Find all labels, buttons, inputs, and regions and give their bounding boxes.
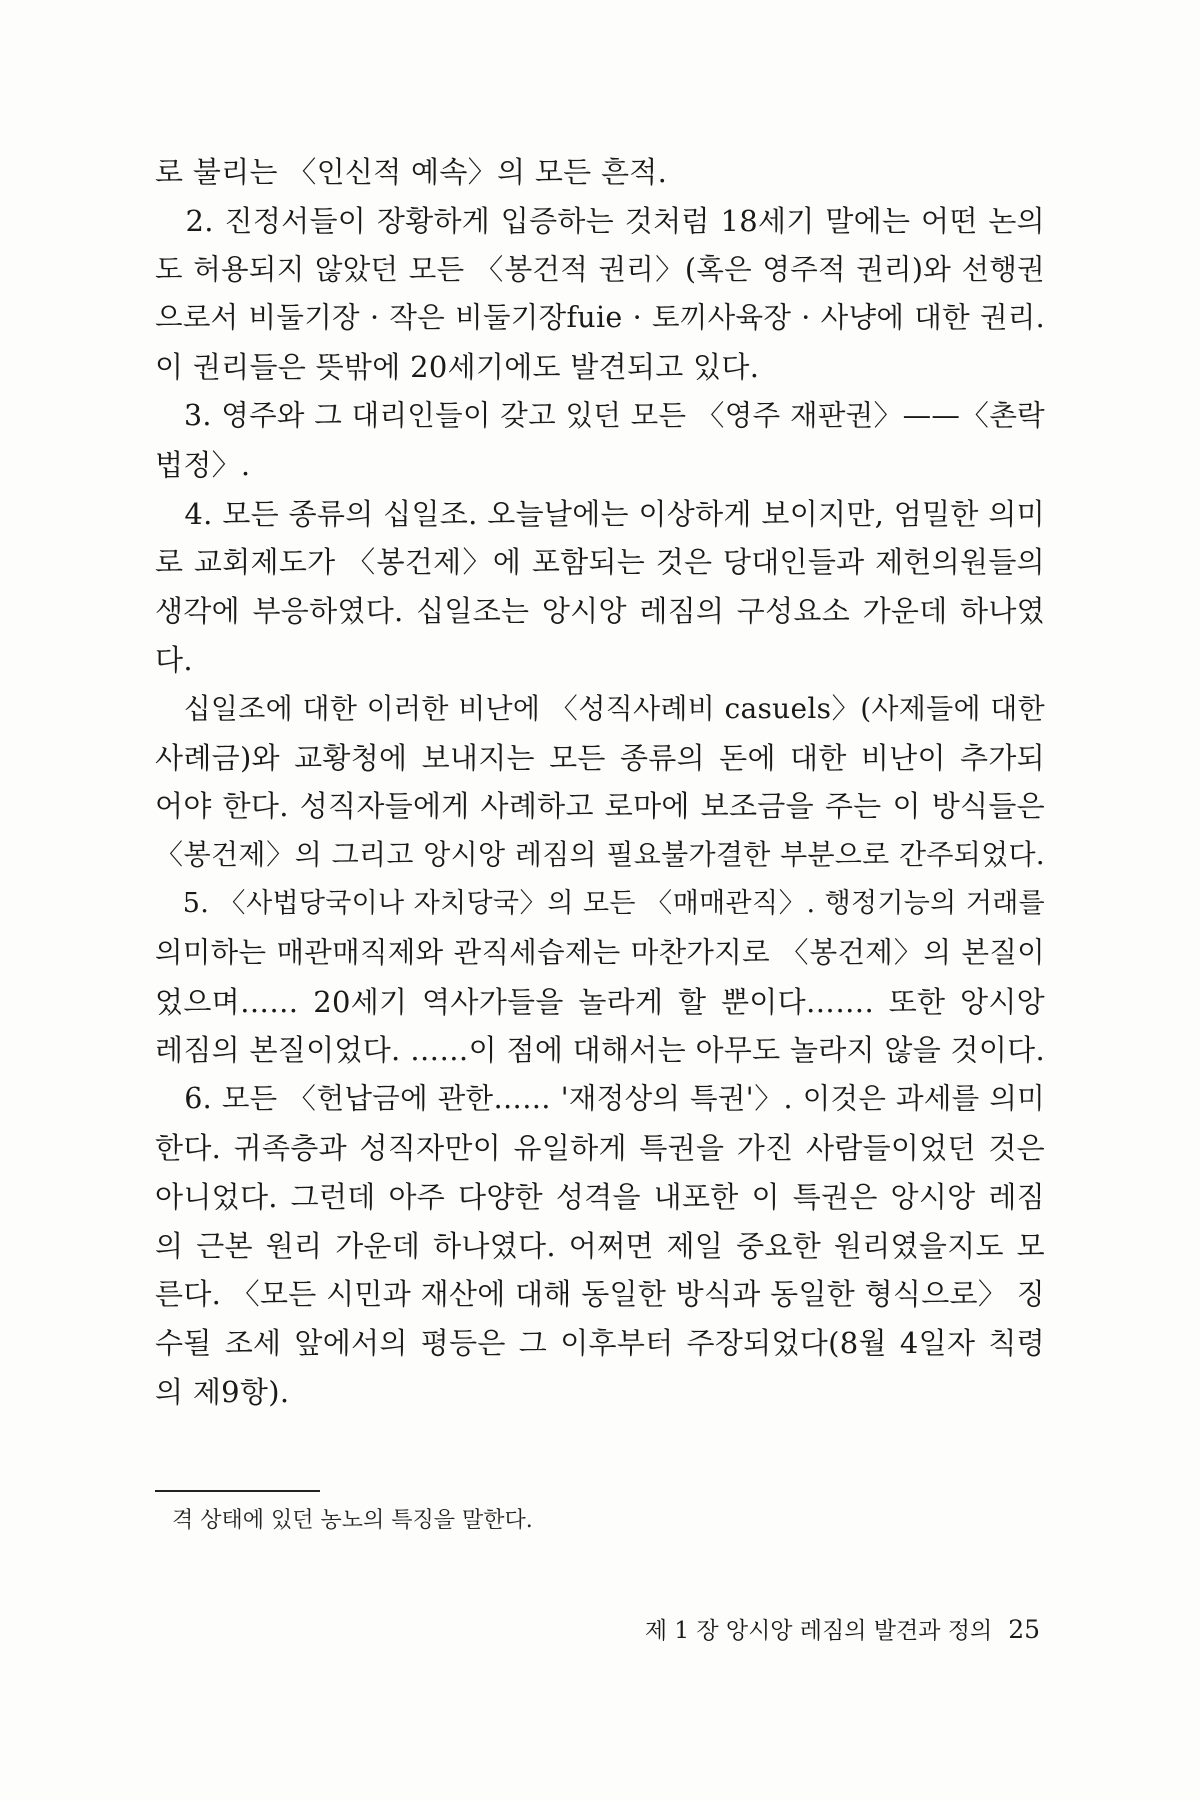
text-line: 3. 영주와 그 대리인들이 갖고 있던 모든 〈영주 재판권〉——〈촌락 bbox=[155, 398, 1045, 432]
text-line: 한다. 귀족층과 성직자만이 유일하게 특권을 가진 사람들이었던 것은 bbox=[155, 1130, 1045, 1165]
text-line: 생각에 부응하였다. 십일조는 앙시앙 레짐의 구성요소 가운데 하나였 bbox=[155, 594, 1045, 629]
text-line: 4. 모든 종류의 십일조. 오늘날에는 이상하게 보이지만, 엄밀한 의미 bbox=[155, 496, 1045, 531]
running-footer bbox=[600, 1614, 1040, 1647]
text-line: 법정〉. bbox=[155, 447, 251, 482]
body-text bbox=[155, 148, 1045, 1417]
text-line: 이 권리들은 뜻밖에 20세기에도 발견되고 있다. bbox=[155, 350, 760, 385]
text-line: 사례금)와 교황청에 보내지는 모든 종류의 돈에 대한 비난이 추가되 bbox=[155, 740, 1045, 775]
running-title: 제 1 장 앙시앙 레짐의 발견과 정의 bbox=[644, 1618, 993, 1644]
text-line: 수될 조세 앞에서의 평등은 그 이후부터 주장되었다(8월 4일자 칙령 bbox=[155, 1326, 1045, 1361]
text-line: 다. bbox=[155, 642, 193, 677]
footnote-divider bbox=[155, 1490, 320, 1492]
text-line: 〈봉건제〉의 그리고 앙시앙 레짐의 필요불가결한 부분으로 간주되었다. bbox=[155, 838, 1045, 872]
text-line: 5. 〈사법당국이나 자치당국〉의 모든 〈매매관직〉. 행정기능의 거래를 bbox=[155, 887, 1045, 919]
text-line: 른다. 〈모든 시민과 재산에 대해 동일한 방식과 동일한 형식으로〉 징 bbox=[155, 1277, 1045, 1312]
text-line: 었으며…… 20세기 역사가들을 놀라게 할 뿐이다……. 또한 앙시앙 bbox=[155, 984, 1045, 1019]
text-line: 의 제9항). bbox=[155, 1374, 290, 1409]
text-line: 레짐의 본질이었다. ……이 점에 대해서는 아무도 놀라지 않을 것이다. bbox=[155, 1033, 1045, 1068]
text-line: 어야 한다. 성직자들에게 사례하고 로마에 보조금을 주는 이 방식들은 bbox=[155, 789, 1045, 824]
text-line: 로 교회제도가 〈봉건제〉에 포함되는 것은 당대인들과 제헌의원들의 bbox=[155, 545, 1045, 580]
text-line: 2. 진정서들이 장황하게 입증하는 것처럼 18세기 말에는 어떤 논의 bbox=[155, 203, 1045, 238]
text-line: 로 불리는 〈인신적 예속〉의 모든 흔적. bbox=[155, 155, 668, 189]
text-line: 으로서 비둘기장 · 작은 비둘기장fuie · 토끼사육장 · 사냥에 대한 권리. bbox=[155, 301, 1045, 335]
text-line: 십일조에 대한 이러한 비난에 〈성직사례비 casuels〉(사제들에 대한 bbox=[155, 691, 1045, 725]
text-line: 의미하는 매관매직제와 관직세습제는 마찬가지로 〈봉건제〉의 본질이 bbox=[155, 935, 1045, 969]
text-line: 도 허용되지 않았던 모든 〈봉건적 권리〉(혹은 영주적 권리)와 선행권 bbox=[155, 252, 1045, 286]
text-line: 아니었다. 그런데 아주 다양한 성격을 내포한 이 특권은 앙시앙 레짐 bbox=[155, 1179, 1045, 1214]
page-number: 25 bbox=[1008, 1615, 1040, 1644]
text-line: 6. 모든 〈헌납금에 관한…… '재정상의 특권'〉. 이것은 과세를 의미 bbox=[155, 1082, 1045, 1116]
footnote-text: 격 상태에 있던 농노의 특징을 말한다. bbox=[172, 1508, 533, 1533]
text-line: 의 근본 원리 가운데 하나였다. 어쩌면 제일 중요한 원리였을지도 모 bbox=[155, 1228, 1045, 1263]
